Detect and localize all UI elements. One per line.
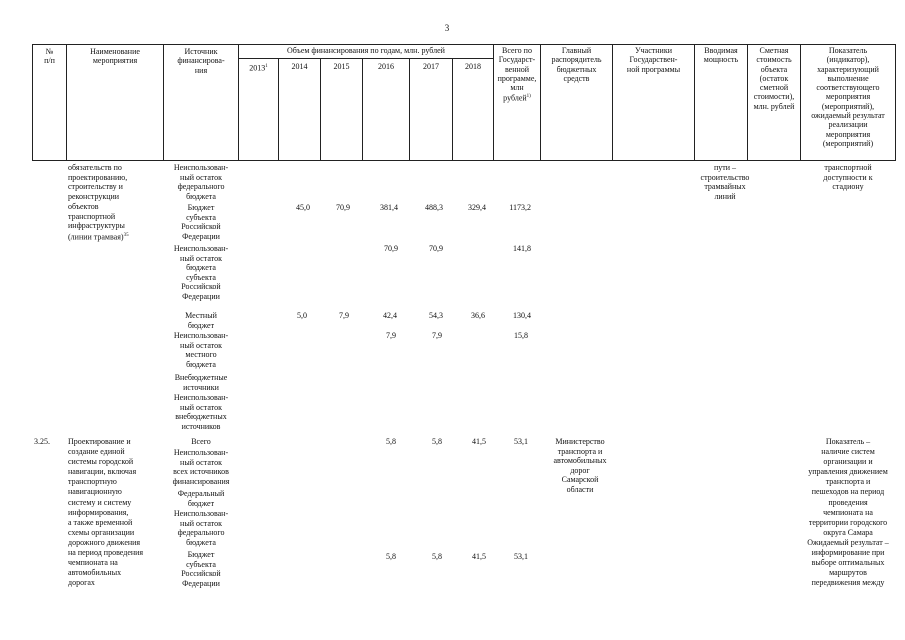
- header-year-2015: 2015: [333, 62, 350, 71]
- cell-value: 488,3: [425, 203, 443, 212]
- item-source-all-unused: Неиспользован- ный остаток всех источников финансирования: [172, 448, 230, 486]
- cell-value: 41,5: [472, 437, 486, 446]
- cell-total: 53,1: [514, 552, 528, 561]
- item-source-subject: Бюджет субъекта Российской Федерации: [181, 550, 221, 588]
- cell-total: 130,4: [513, 311, 531, 320]
- header-participants: Участники Государствен- ной программы: [626, 46, 681, 74]
- prev-source-extrabudget: Внебюджетные источники: [174, 373, 228, 392]
- header-distributor: Главный распорядитель бюджетных средств: [551, 46, 602, 83]
- prev-source-local-budget: Местный бюджет: [185, 311, 217, 330]
- cell-value: 36,6: [471, 311, 485, 320]
- item-number: 3.25.: [34, 437, 50, 446]
- header-year-2018: 2018: [465, 62, 481, 71]
- years-subheader-border: [238, 58, 493, 59]
- cell-value: 70,9: [429, 244, 443, 253]
- cell-value: 70,9: [336, 203, 350, 212]
- cell-value: 381,4: [380, 203, 398, 212]
- cell-value: 5,8: [386, 437, 396, 446]
- header-num: № п/п: [44, 47, 55, 66]
- prev-indicator: транспортной доступности к стадиону: [823, 163, 873, 192]
- header-bottom-border: [32, 160, 896, 161]
- item-indicator: Показатель – наличие систем организации и управления движением транспорта и пешеходов на период проведения чемпионата на территории городского округа Самара Ожидаемый результат – информирование при выборе оптимальных маршрутов передвижения между: [807, 437, 889, 588]
- cell-value: 5,8: [432, 437, 442, 446]
- cell-value: 45,0: [296, 203, 310, 212]
- header-top-border: [32, 44, 896, 45]
- col-border: [895, 44, 896, 161]
- header-estimate: Сметная стоимость объекта (остаток сметной стоимости), млн. рублей: [753, 46, 795, 111]
- header-total: Всего по Государст- венной программе, млн рублей$^{1)}$: [497, 46, 537, 104]
- header-year-2017: 2017: [423, 62, 439, 71]
- cell-value: 5,0: [297, 311, 307, 320]
- cell-total: 1173,2: [509, 203, 531, 212]
- page-number: 3: [444, 23, 450, 33]
- cell-value: 5,8: [386, 552, 396, 561]
- prev-item-name: обязательств по проектированию, строительству и реконструкции объектов транспортной инфраструктуры (линии трамвая)$^{35}$: [68, 163, 129, 242]
- prev-source-extrabudget-unused: Неиспользован- ный остаток внебюджетных источников: [173, 393, 229, 431]
- cell-total: 141,8: [513, 244, 531, 253]
- cell-value: 7,9: [432, 331, 442, 340]
- col-border: [320, 58, 321, 161]
- header-year-2013: 2013$^1$: [249, 63, 268, 73]
- header-source: Источник финансирова- ния: [177, 47, 225, 75]
- item-source-federal: Федеральный бюджет: [177, 489, 225, 508]
- col-border: [452, 58, 453, 161]
- col-border: [278, 58, 279, 161]
- cell-value: 5,8: [432, 552, 442, 561]
- prev-source-subject-unused: Неиспользован- ный остаток бюджета субъекта Российской Федерации: [173, 244, 229, 301]
- cell-value: 42,4: [383, 311, 397, 320]
- col-border: [409, 58, 410, 161]
- prev-capacity: пути – строительство трамвайных линий: [700, 163, 750, 201]
- header-year-2014: 2014: [291, 62, 308, 71]
- cell-value: 54,3: [429, 311, 443, 320]
- cell-value: 41,5: [472, 552, 486, 561]
- header-name: Наименование мероприятия: [90, 47, 140, 66]
- cell-value: 7,9: [386, 331, 396, 340]
- prev-source-fed-unused: Неиспользован- ный остаток федерального бюджета: [173, 163, 229, 201]
- item-source-total: Всего: [191, 437, 211, 446]
- cell-value: 7,9: [339, 311, 349, 320]
- cell-value: 70,9: [384, 244, 398, 253]
- cell-value: 329,4: [468, 203, 486, 212]
- header-year-2016: 2016: [378, 62, 394, 71]
- col-border: [362, 58, 363, 161]
- prev-source-local-unused: Неиспользован- ный остаток местного бюджета: [173, 331, 229, 369]
- item-source-federal-unused: Неиспользован- ный остаток федерального бюджета: [173, 509, 229, 547]
- item-distributor: Министерство транспорта и автомобильных дорог Самарской области: [553, 437, 607, 494]
- cell-total: 53,1: [514, 437, 528, 446]
- prev-source-subject-budget: Бюджет субъекта Российской Федерации: [181, 203, 221, 241]
- item-name: Проектирование и создание единой системы городской навигации, включая транспортную навигационную систему и систему информирования, а также временной схемы организации дорожного движения на период проведения чемпионата на автомобильных дорогах: [68, 437, 144, 588]
- cell-total: 15,8: [514, 331, 528, 340]
- header-capacity: Вводимая мощность: [703, 46, 739, 65]
- header-volume-title: Объем финансирования по годам, млн. рублей: [287, 46, 445, 55]
- header-indicator: Показатель (индикатор), характеризующий выполнение соответствующего мероприятия (мероприятий), ожидаемый результат реализации мероприятия (мероприятий): [811, 46, 885, 148]
